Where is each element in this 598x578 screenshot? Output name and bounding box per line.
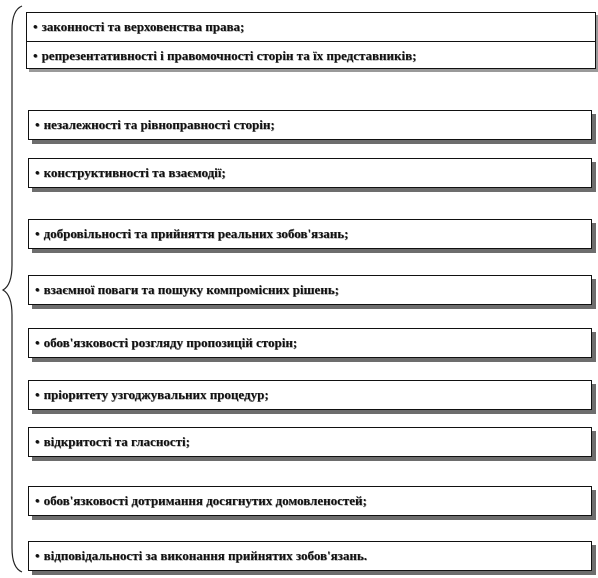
bullet-icon: • [35, 493, 40, 508]
bullet-icon: • [35, 387, 40, 402]
principle-item-10 [28, 486, 592, 516]
principle-box-group-top [26, 12, 596, 69]
bullet-icon: • [33, 19, 38, 34]
principle-item-4 [28, 158, 592, 188]
principle-item-11 [28, 541, 592, 571]
principle-label: репрезентативності і правомочності сторін та їх представників; [41, 47, 417, 63]
bullet-icon: • [35, 117, 40, 132]
principle-label: відкритості та гласності; [43, 434, 190, 449]
principle-label: конструктивності та взаємодії; [43, 165, 226, 180]
principle-label: обов'язковості дотримання досягнутих домовленостей; [43, 493, 367, 508]
left-curly-brace [0, 0, 26, 578]
principle-item-8 [28, 380, 592, 410]
principle-label: добровільності та прийняття реальних зобов'язань; [43, 226, 349, 241]
bullet-icon: • [35, 226, 40, 241]
bullet-icon: • [35, 548, 40, 563]
principle-item-9 [28, 427, 592, 457]
bullet-icon: • [33, 47, 38, 63]
principle-item-3 [28, 110, 592, 140]
principle-label: взаємної поваги та пошуку компромісних рішень; [43, 282, 339, 297]
principle-label: пріоритету узгоджувальних процедур; [43, 387, 269, 402]
bullet-icon: • [35, 282, 40, 297]
bullet-icon: • [35, 335, 40, 350]
principle-label: відповідальності за виконання прийнятих зобов'язань. [43, 548, 368, 563]
principle-item-7 [28, 328, 592, 358]
principle-label: обов'язковості розгляду пропозицій сторін; [43, 335, 298, 350]
principle-item-1 [27, 13, 595, 41]
bullet-icon: • [35, 434, 40, 449]
bullet-icon: • [35, 165, 40, 180]
principle-item-5 [28, 219, 592, 249]
principle-label: законності та верховенства права; [41, 19, 245, 34]
principle-item-2 [27, 41, 595, 69]
principle-label: незалежності та рівноправності сторін; [43, 117, 275, 132]
principle-item-6 [28, 275, 592, 305]
